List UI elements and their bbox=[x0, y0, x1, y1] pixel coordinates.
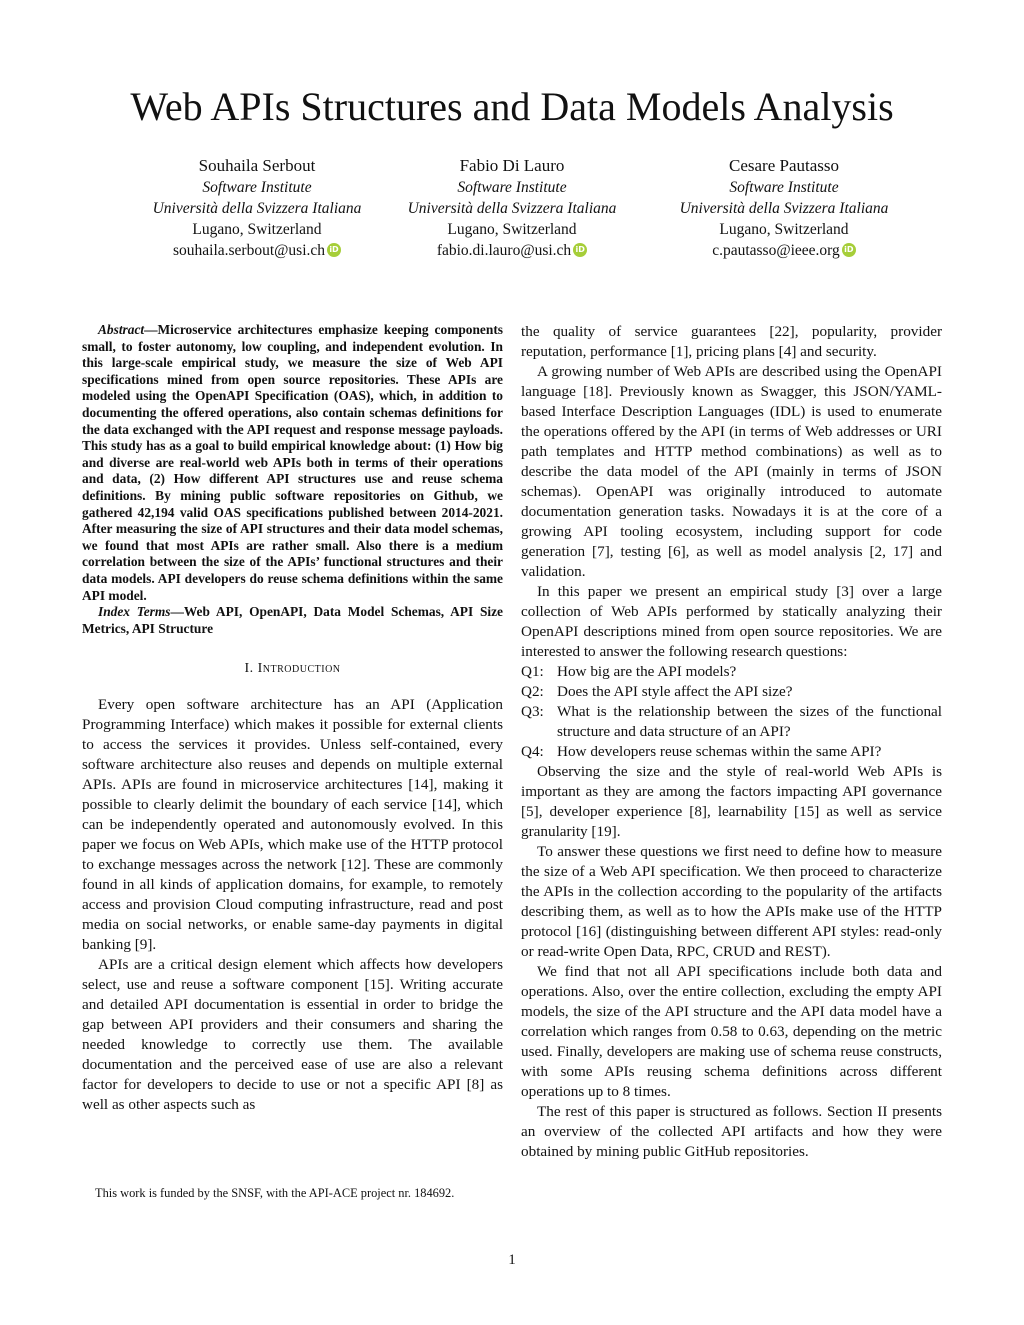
author-location: Lugano, Switzerland bbox=[447, 221, 577, 238]
abstract-text: —Microservice architectures emphasize keeping components small, to foster autonomy, low coupling, and independent evolution. In this large-scale empirical study, we measure the size of Web API specifications mined from open source repositories. These APIs are modeled using the OpenAPI Specification (OAS), which, in addition to documenting the offered operations, also contain schemas definitions for the data exchanged with the API request and response message payloads. This study has as a goal to build empirical knowledge about: (1) How big and diverse are real-world web APIs both in terms of their operations and data, (2) How different API structures use and reuse schema definitions. By mining public software repositories on Github, we gathered 42,194 valid OAS specifications published between 2014-2021. After measuring the size of API structures and their data model schemas, we found that most APIs are rather small. Also there is a medium correlation between the size of the APIs’ functional structures and their data models. API developers do reuse schema definitions within the same API model. bbox=[82, 322, 503, 603]
paper-title: Web APIs Structures and Data Models Analysis bbox=[130, 84, 894, 129]
question-key: Q3: bbox=[521, 703, 544, 720]
research-question bbox=[521, 742, 942, 762]
orcid-icon[interactable]: iD bbox=[842, 243, 856, 257]
paragraph: Observing the size and the style of real-world Web APIs is important as they are among the factors impacting API governance [5], developer experience [8], learnability [15] as well as service granularity [19]. bbox=[521, 763, 942, 840]
footnote: This work is funded by the SNSF, with the API-ACE project nr. 184692. bbox=[95, 1186, 455, 1200]
right-column bbox=[521, 322, 942, 1162]
index-terms bbox=[82, 604, 503, 637]
author-org: Università della Svizzera Italiana bbox=[152, 200, 362, 217]
question-key: Q4: bbox=[521, 743, 544, 760]
author-block-2 bbox=[382, 154, 642, 261]
research-question bbox=[521, 702, 942, 742]
author-block-3 bbox=[654, 154, 914, 261]
author-location: Lugano, Switzerland bbox=[719, 221, 849, 238]
author-dept: Software Institute bbox=[202, 179, 312, 196]
author-dept: Software Institute bbox=[729, 179, 839, 196]
author-email[interactable]: fabio.di.lauro@usi.ch bbox=[436, 242, 572, 259]
author-org: Università della Svizzera Italiana bbox=[407, 200, 617, 217]
research-question bbox=[521, 662, 942, 682]
index-terms-text: —Web API, OpenAPI, Data Model Schemas, API Size Metrics, API Structure bbox=[82, 604, 504, 636]
paragraph-continuation: the quality of service guarantees [22], popularity, provider reputation, performance [1], pricing plans [4] and security. bbox=[521, 323, 942, 360]
orcid-icon[interactable]: iD bbox=[573, 243, 587, 257]
author-org: Università della Svizzera Italiana bbox=[679, 200, 889, 217]
author-block-1 bbox=[127, 154, 387, 261]
author-name: Cesare Pautasso bbox=[728, 156, 839, 175]
author-email[interactable]: c.pautasso@ieee.org bbox=[712, 242, 840, 259]
paragraph: The rest of this paper is structured as follows. Section II presents an overview of the collected API artifacts and how they were obtained by mining public GitHub repositories. bbox=[521, 1103, 942, 1160]
author-email[interactable]: souhaila.serbout@usi.ch bbox=[172, 242, 326, 259]
question-text: How developers reuse schemas within the same API? bbox=[557, 743, 882, 760]
question-key: Q2: bbox=[521, 683, 544, 700]
question-text: How big are the API models? bbox=[557, 663, 737, 680]
paragraph: A growing number of Web APIs are described using the OpenAPI language [18]. Previously known as Swagger, this JSON/YAML-based Interface Description Languages (IDL) is used to enumerate the operations offered by the API (in terms of Web addresses or URI path templates and HTTP method combinations) as well as to describe the data model of the API (mainly in terms of JSON schemas). OpenAPI was originally introduced to automate documentation generation tasks. Nowadays it is at the core of a growing API tooling ecosystem, including support for code generation [7], testing [6], as well as model analysis [2, 17] and validation. bbox=[521, 363, 942, 580]
author-dept: Software Institute bbox=[457, 179, 567, 196]
paragraph: APIs are a critical design element which affects how developers select, use and reuse a software component [15]. Writing accurate and detailed API documentation is essential in order to bridge the gap between API providers and their consumers and sharing the needed knowledge to correctly use them. The available documentation and the perceived ease of use are also a relevant factor for developers to decide to use or not a specific API [8] as well as other aspects such as bbox=[82, 956, 503, 1114]
question-text: Does the API style affect the API size? bbox=[557, 683, 793, 700]
paragraph: In this paper we present an empirical study [3] over a large collection of Web APIs performed by statically analyzing their OpenAPI descriptions mined from open source repositories. We are interested to answer the following research questions: bbox=[521, 583, 942, 660]
author-location: Lugano, Switzerland bbox=[192, 221, 322, 238]
orcid-icon[interactable]: iD bbox=[327, 243, 341, 257]
author-name: Souhaila Serbout bbox=[198, 156, 316, 175]
author-name: Fabio Di Lauro bbox=[459, 156, 565, 175]
index-terms-label: Index Terms bbox=[98, 604, 171, 620]
paragraph: We find that not all API specifications include both data and operations. Also, over the entire collection, excluding the empty API models, the size of the API structure and the API data model have a correlation which ranges from 0.58 to 0.63, depending on the metric used. Finally, developers are making use of schema reuse constructs, with some APIs reusing schema definitions across different operations up to 8 times. bbox=[521, 963, 942, 1100]
paragraph: Every open software architecture has an API (Application Programming Interface) which makes it possible for external clients to access the services it provides. Unless self-contained, every software architecture also reuses and depends on multiple external APIs. APIs are found in microservice architectures [14], making it possible to clearly delimit the boundary of each service [14], which can be independently operated and autonomously evolved. In this paper we focus on Web APIs, which make use of the HTTP protocol to exchange messages across the network [12]. These are commonly found in all kinds of application domains, for example, to remotely access and provision Cloud computing infrastructure, read and post media on social networks, or enable same-day payments in digital banking [9]. bbox=[82, 696, 503, 954]
abstract bbox=[82, 322, 503, 604]
section-heading-introduction: I. Introduction bbox=[244, 661, 341, 677]
question-key: Q1: bbox=[521, 663, 544, 680]
question-text: What is the relationship between the sizes of the functional structure and data structure of an API? bbox=[557, 703, 942, 740]
abstract-label: Abstract bbox=[98, 322, 145, 337]
page-number: 1 bbox=[508, 1252, 516, 1268]
left-column bbox=[82, 322, 503, 1115]
paragraph: To answer these questions we first need to define how to measure the size of a Web API specification. We then proceed to characterize the APIs in the collection according to the popularity of the artifacts describing them, as well as to how the APIs make use of the HTTP protocol [16] (distinguishing between different API styles: read-only or read-write Open Data, RPC, CRUD and REST). bbox=[521, 843, 942, 960]
research-question bbox=[521, 682, 942, 702]
